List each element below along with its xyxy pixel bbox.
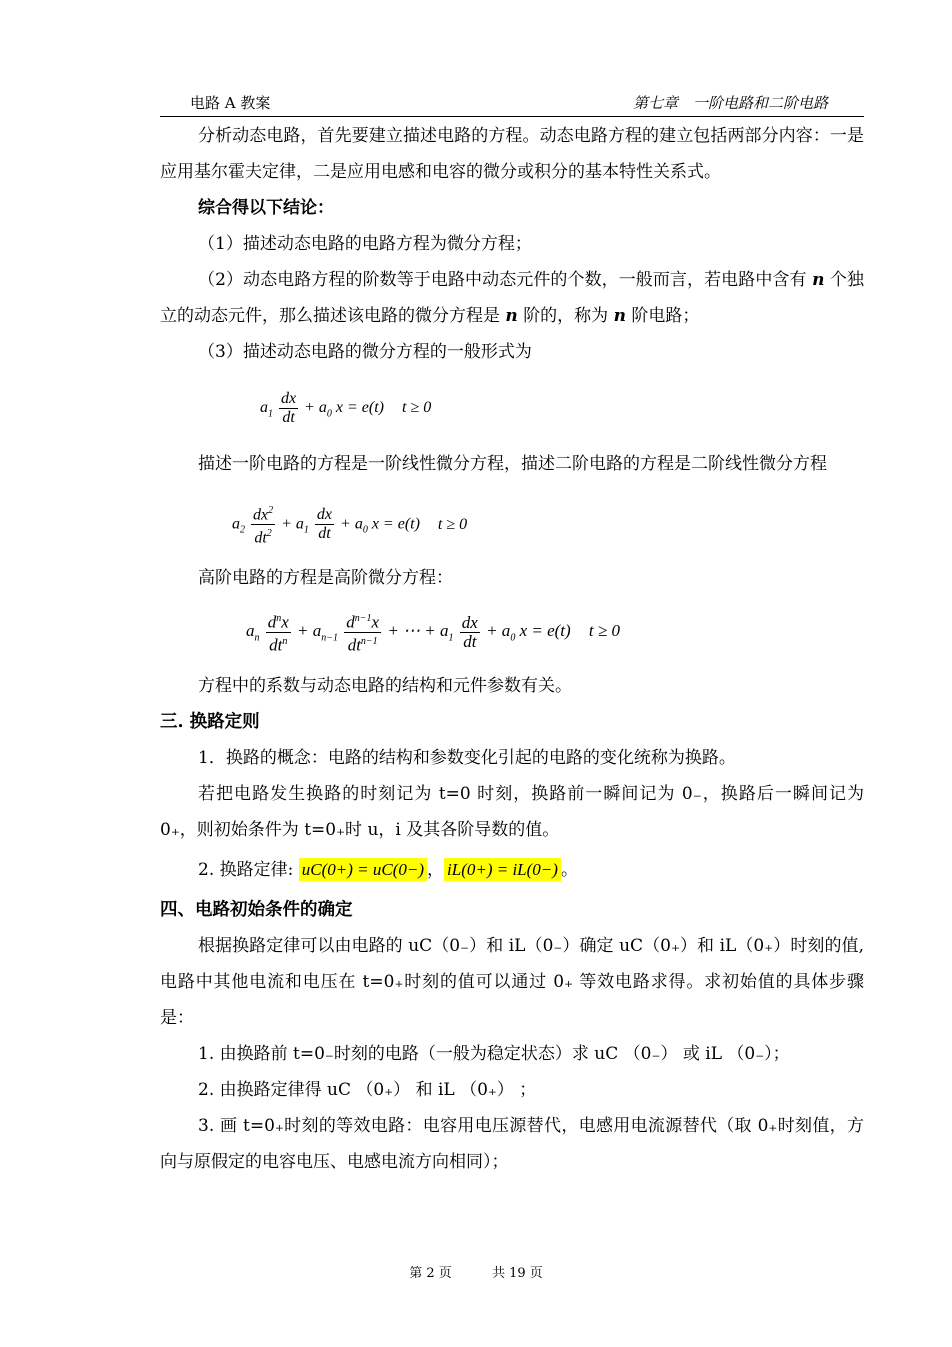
eq2-a1-sub: 1 (303, 524, 309, 536)
eq2-plus-2: + a (340, 515, 363, 533)
switching-law-label: 2. 换路定律: (198, 860, 294, 880)
item2-n-1: n (812, 270, 825, 290)
equation-second-order (160, 482, 864, 560)
eq3-den1: dt (269, 635, 283, 655)
eq1-tail: x = e(t) (335, 399, 385, 417)
eq1-a1-sub: 1 (268, 408, 273, 420)
section-3-heading: 三. 换路定则 (160, 712, 260, 732)
eq3-den1-sup: n (282, 635, 288, 647)
conclusion-item-1: （1）描述动态电路的电路方程为微分方程； (198, 234, 532, 254)
section-4-heading: 四、电路初始条件的确定 (160, 900, 353, 920)
equation-first-order (160, 370, 864, 446)
eq3-a1-sub: 1 (448, 632, 454, 644)
eq3-num1-x: x (281, 612, 289, 632)
eq1-fraction (279, 390, 298, 427)
eq2-num1-sup: 2 (268, 505, 274, 516)
eq2-plus-1: + a (281, 515, 304, 533)
eq3-num3: dx (461, 612, 478, 632)
eq1-plus: + a (304, 399, 327, 417)
eq2-num2: dx (316, 506, 333, 524)
eq3-den2: dt (347, 635, 361, 655)
eq3-num1-sup: n (276, 613, 282, 624)
eq2-a2-sub: 2 (240, 524, 245, 536)
eq2-a0-sub: 0 (362, 524, 368, 536)
eq3-tail: x = e(t) (519, 621, 571, 641)
eq3-condition: t ≥ 0 (588, 621, 620, 641)
order-paragraph: 描述一阶电路的方程是一阶线性微分方程，描述二阶电路的方程是二阶线性微分方程 (198, 454, 827, 474)
section-3-paragraph: 若把电路发生换路的时刻记为 t=0 时刻，换路前一瞬间记为 0₋，换路后一瞬间记为 0₊，则初始条件为 t=0₊时 u，i 及其各阶导数的值。 (160, 784, 864, 840)
eq3-num1: d (267, 612, 277, 632)
eq2-den2: dt (318, 525, 331, 543)
coefficients-paragraph: 方程中的系数与动态电路的结构和元件参数有关。 (198, 676, 572, 696)
header-right: 第七章 一阶电路和二阶电路 (632, 94, 828, 112)
law-separator: ， (427, 860, 445, 880)
page-footer (0, 1262, 952, 1281)
header-left: 电路 A 教案 (190, 94, 271, 112)
switching-law-inductor: iL(0+) = iL(0−) (444, 858, 561, 881)
eq3-fraction-2 (344, 610, 381, 654)
eq3-an-sub: n (254, 632, 260, 644)
eq1-a0-sub: 0 (326, 408, 332, 420)
eq3-num2-sup: n−1 (354, 613, 372, 624)
footer-page-number: 第 2 页 (409, 1266, 452, 1281)
eq3-a0-sub: 0 (510, 632, 516, 644)
eq3-fraction-1 (266, 610, 291, 654)
intro-paragraph: 分析动态电路，首先要建立描述电路的方程。动态电路方程的建立包括两部分内容：一是应用基尔霍夫定律，二是应用电感和电容的微分或积分的基本特性关系式。 (160, 126, 864, 182)
section-4-step-1: 1. 由换路前 t=0₋时刻的电路（一般为稳定状态）求 uC （0₋） 或 iL （0₋）； (198, 1044, 790, 1064)
section-3-item-2 (160, 848, 864, 892)
equation-higher-order (160, 596, 864, 668)
item2-text-c: 阶的，称为 (523, 306, 609, 326)
eq2-fraction-1 (251, 502, 275, 548)
eq3-dots: + ⋯ + a (387, 621, 449, 641)
eq2-fraction-2 (315, 506, 334, 543)
eq2-den1: dt (254, 529, 267, 547)
conclusion-item-3: （3）描述动态电路的微分方程的一般形式为 (198, 342, 532, 362)
page-header (160, 88, 864, 117)
eq1-condition: t ≥ 0 (402, 399, 432, 417)
item2-n-2: n (505, 306, 518, 326)
eq3-plus-3: + a (486, 621, 511, 641)
conclusion-item-2 (160, 262, 864, 334)
eq3-num2: d (346, 612, 355, 632)
eq1-num: dx (281, 390, 297, 407)
item2-text-b: 个独立的动态元件，那么描述该电路的微分方程是 (160, 270, 864, 326)
higher-order-paragraph: 高阶电路的方程是高阶微分方程： (198, 568, 453, 588)
eq2-num1: dx (253, 506, 269, 524)
eq3-an1-sub: n−1 (321, 632, 339, 644)
item2-n-3: n (613, 306, 626, 326)
eq1-a1: a (260, 399, 268, 417)
page-body (160, 118, 864, 1180)
eq3-den2-sup: n−1 (360, 635, 378, 647)
eq3-num2-x: x (371, 612, 380, 632)
eq3-plus-1: + a (297, 621, 322, 641)
section-4-step-2: 2. 由换路定律得 uC （0₊） 和 iL （0₊） ； (198, 1080, 537, 1100)
eq2-den1-sup: 2 (266, 528, 272, 540)
eq1-den: dt (282, 409, 295, 426)
eq3-den3: dt (463, 631, 477, 651)
item2-text-d: 阶电路； (631, 306, 700, 326)
switching-law-capacitor: uC(0+) = uC(0−) (299, 858, 427, 881)
law-end: 。 (560, 860, 578, 880)
section-4-step-3: 3. 画 t=0₊时刻的等效电路：电容用电压源替代，电感用电流源替代（取 0₊时刻值，方向与原假定的电容电压、电感电流方向相同）； (160, 1116, 864, 1172)
eq3-an: a (246, 621, 255, 641)
eq2-a2: a (232, 515, 240, 533)
footer-total-pages: 共 19 页 (491, 1266, 543, 1281)
eq3-fraction-3 (460, 614, 480, 651)
conclusion-heading: 综合得以下结论： (198, 198, 334, 218)
section-4-paragraph: 根据换路定律可以由电路的 uC（0₋）和 iL（0₋）确定 uC（0₊）和 iL（0₊）时刻的值,电路中其他电流和电压在 t=0₊时刻的值可以通过 0₊ 等效电路求得。求初始值的具体步骤是： (160, 936, 864, 1028)
item2-text-a: （2）动态电路方程的阶数等于电路中动态元件的个数，一般而言，若电路中含有 (198, 270, 807, 290)
eq2-condition: t ≥ 0 (437, 515, 468, 533)
section-3-item-1: 1．换路的概念：电路的结构和参数变化引起的电路的变化统称为换路。 (198, 748, 736, 768)
eq2-tail: x = e(t) (371, 515, 420, 533)
